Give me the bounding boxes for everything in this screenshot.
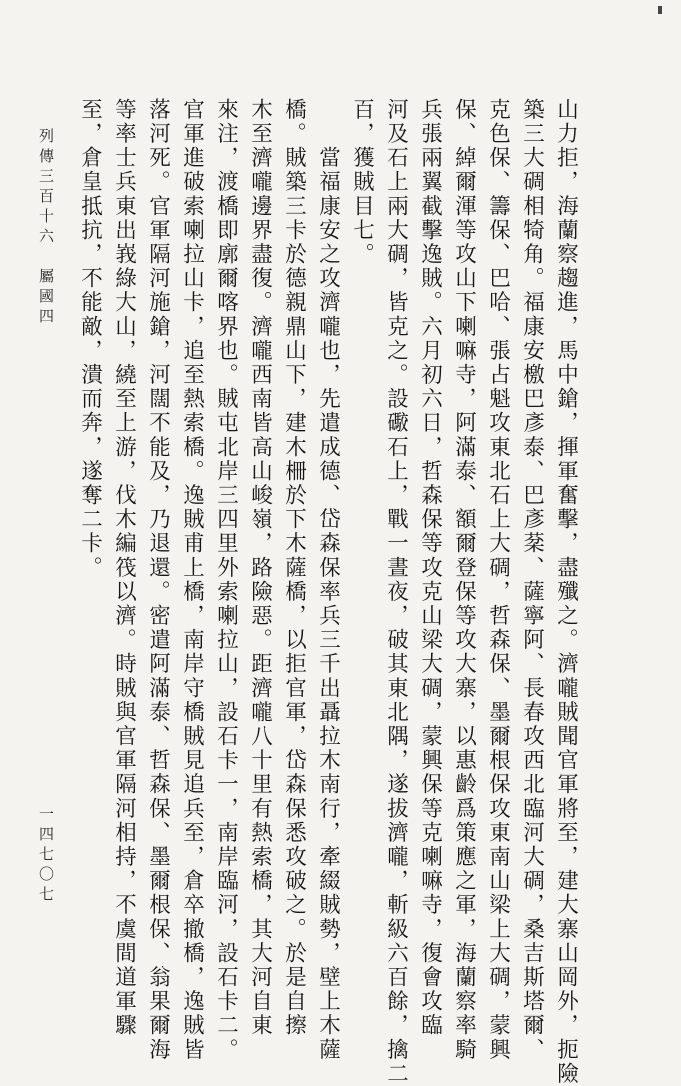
text-column-9: 橋。賊築三卡於德親鼎山下，建木柵於下木薩橋，以拒官軍，岱森保悉攻破之。於是自擦 bbox=[281, 98, 307, 1038]
print-mark bbox=[658, 6, 662, 14]
text-column-8: 當福康安之攻濟嚨也，先遣成德、岱森保率兵三千出聶拉木南行，牽綴賊勢，壁上木薩 bbox=[315, 98, 341, 1062]
page-number: 一四七〇七 bbox=[37, 806, 55, 906]
text-column-1: 山力拒，海蘭察趨進，馬中鎗，揮軍奮擊，盡殲之。濟嚨賊聞官軍將至，建大寨山岡外，扼險 bbox=[553, 98, 579, 1086]
text-column-11: 來注，渡橋即廓爾喀界也。賊屯北岸三四里外索喇拉山，設石卡一，南岸臨河，設石卡二。 bbox=[213, 98, 239, 1062]
text-column-13: 落河死。官軍隔河施鎗，河闊不能及，乃退還。密遣阿滿泰、哲森保、墨爾根保、翁果爾海 bbox=[145, 98, 171, 1062]
text-column-2: 築三大碉相犄角。福康安檄巴彥泰、巴彥棻、薩寧阿、長春攻西北臨河大碉，桑吉斯塔爾、 bbox=[519, 98, 545, 1062]
text-column-14: 等率士兵東出峩綠大山，繞至上游，伐木編筏以濟。時賊與官軍隔河相持，不虞間道軍驟 bbox=[111, 98, 137, 1038]
running-title: 列傳三百十六 屬國四 bbox=[37, 128, 55, 328]
text-column-4: 保、綽爾渾等攻山下喇嘛寺，阿滿泰、額爾登保等攻大寨，以惠齡爲策應之軍，海蘭察率騎 bbox=[451, 98, 477, 1062]
text-column-7: 百，獲賊目七。 bbox=[349, 98, 375, 267]
text-column-3: 克色保、籌保、巴哈、張占魁攻東北石上大碉，哲森保、墨爾根保攻東南山梁上大碉，蒙興 bbox=[485, 98, 511, 1062]
text-column-6: 河及石上兩大碉，皆克之。設礮石上，戰一晝夜，破其東北隅，遂拔濟嚨，斬級六百餘，擒二 bbox=[383, 98, 409, 1086]
text-column-10: 木至濟嚨邊界盡復。濟嚨西南皆高山峻嶺，路險惡。距濟嚨八十里有熱索橋，其大河自東 bbox=[247, 98, 273, 1038]
text-column-12: 官軍進破索喇拉山卡，追至熱索橋。逸賊甫上橋，南岸守橋賊見追兵至，倉卒撤橋，逸賊皆 bbox=[179, 98, 205, 1062]
text-column-15: 至，倉皇抵抗，不能敵，潰而奔，遂奪二卡。 bbox=[77, 98, 103, 580]
text-column-5: 兵張兩翼截擊逸賊。六月初六日，哲森保等攻克山梁大碉，蒙興保等克喇嘛寺，復會攻臨 bbox=[417, 98, 443, 1038]
